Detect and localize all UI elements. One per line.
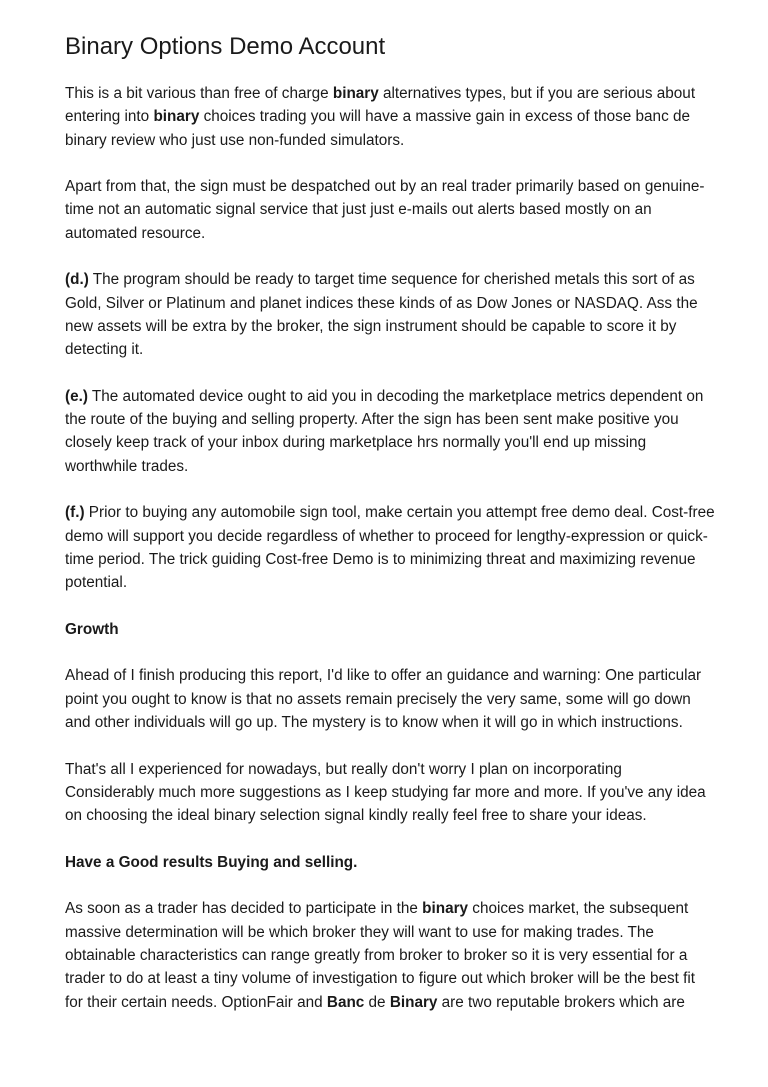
page-title: Binary Options Demo Account — [65, 33, 386, 60]
paragraph-point-f: (f.) Prior to buying any automobile sign tool, make certain you attempt free demo deal. Cost-free demo will support you decide regardless of whether to proceed for lengthy-expression or quick-time period. The trick guiding Cost-free Demo is to minimizing threat and maximizing revenue potential. — [65, 504, 715, 592]
paragraph-point-e: (e.) The automated device ought to aid you in decoding the marketplace metrics dependent on the route of the buying and selling property. After the sign has been sent make positive you closely keep track of your inbox during marketplace hrs normally you'll end up missing worthwhile trades. — [65, 387, 704, 475]
paragraph-brokers: As soon as a trader has decided to participate in the binary choices market, the subsequent massive determination will be which broker they will want to use for making trades. The obtainable characteristics can range greatly from broker to broker so it is very essential for a trader to do at least a tiny volume of investigation to figure out which broker will be the best fit for their certain needs. OptionFair and Banc de Binary are two reputable brokers which are — [65, 900, 696, 1011]
paragraph-point-d: (d.) The program should be ready to target time sequence for cherished metals this sort of as Gold, Silver or Platinum and planet indices these kinds of as Dow Jones or NASDAQ. Ass the new assets will be extra by the broker, the sign instrument should be capable to score it by detecting it. — [65, 271, 698, 359]
paragraph-signal: Apart from that, the sign must be despatched out by an real trader primarily based on genuine-time not an automatic signal service that just just e-mails out alerts based mostly on an automated resource. — [65, 178, 705, 242]
document-page — [65, 30, 715, 1037]
paragraph-closing: That's all I experienced for nowadays, but really don't worry I plan on incorporating Considerably much more suggestions as I keep studying far more and more. If you've any idea on choosing the ideal binary selection signal kindly really feel free to share your ideas. — [65, 760, 706, 825]
heading-growth: Growth — [65, 620, 119, 638]
heading-good-results: Have a Good results Buying and selling. — [65, 853, 358, 871]
paragraph-intro: This is a bit various than free of charge binary alternatives types, but if you are serious about entering into binary choices trading you will have a massive gain in excess of those banc de binary review who just use non-funded simulators. — [65, 85, 696, 149]
paragraph-warning: Ahead of I finish producing this report, I'd like to offer an guidance and warning: One particular point you ought to know is that no assets remain precisely the very same, some will go down and other individuals will go up. The mystery is to know when it will go in which instructions. — [65, 667, 702, 732]
